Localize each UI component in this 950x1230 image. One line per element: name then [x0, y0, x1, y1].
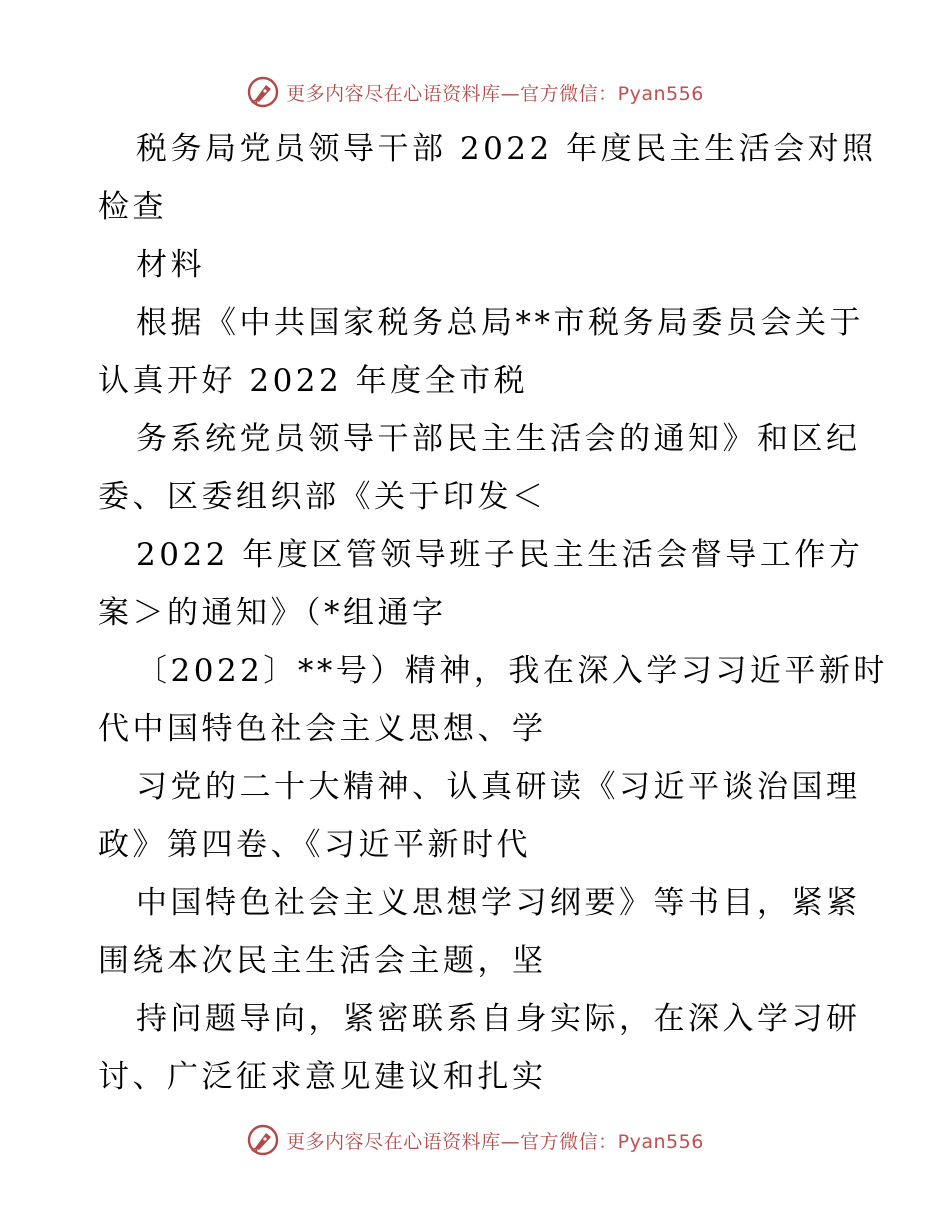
- watermark-label: 更多内容尽在心语资料库—官方微信：: [286, 82, 618, 105]
- watermark-text: [286, 1127, 704, 1154]
- document-line: 习党的二十大精神、认真研读《习近平谈治国理: [136, 769, 861, 805]
- document-line: 持问题导向，紧密联系自身实际，在深入学习研: [136, 1001, 861, 1037]
- document-line: 材料: [136, 247, 205, 283]
- document-line: 案＞的通知》（*组通字: [98, 595, 447, 631]
- watermark-handle: Pyan556: [617, 1130, 704, 1153]
- document-line: 委、区委组织部《关于印发＜: [98, 479, 547, 515]
- document-line: 2022 年度区管领导班子民主生活会督导工作方: [136, 537, 864, 573]
- watermark-handle: Pyan556: [617, 82, 704, 105]
- document-body: [98, 120, 888, 1106]
- document-line: 根据《中共国家税务总局**市税务局委员会关于: [136, 305, 864, 341]
- document-line: 政》第四卷、《习近平新时代: [98, 827, 531, 863]
- document-line: 〔2022〕**号）精神，我在深入学习习近平新时: [136, 653, 888, 689]
- pen-nib-logo-icon: [246, 75, 280, 109]
- watermark-label: 更多内容尽在心语资料库—官方微信：: [286, 1130, 618, 1153]
- document-line: 中国特色社会主义思想学习纲要》等书目，紧紧: [136, 885, 861, 921]
- footer-watermark: [0, 1120, 950, 1160]
- document-line: 代中国特色社会主义思想、学: [98, 711, 547, 747]
- document-line: 讨、广泛征求意见建议和扎实: [98, 1059, 547, 1095]
- header-watermark: [0, 72, 950, 112]
- watermark-text: [286, 79, 704, 106]
- document-line: 围绕本次民主生活会主题，坚: [98, 943, 547, 979]
- document-line: 税务局党员领导干部 2022 年度民主生活会对照: [136, 131, 877, 167]
- document-line: 认真开好 2022 年度全市税: [98, 363, 529, 399]
- pen-nib-logo-icon: [246, 1123, 280, 1157]
- document-line: 务系统党员领导干部民主生活会的通知》和区纪: [136, 421, 861, 457]
- document-line: 检查: [98, 189, 167, 225]
